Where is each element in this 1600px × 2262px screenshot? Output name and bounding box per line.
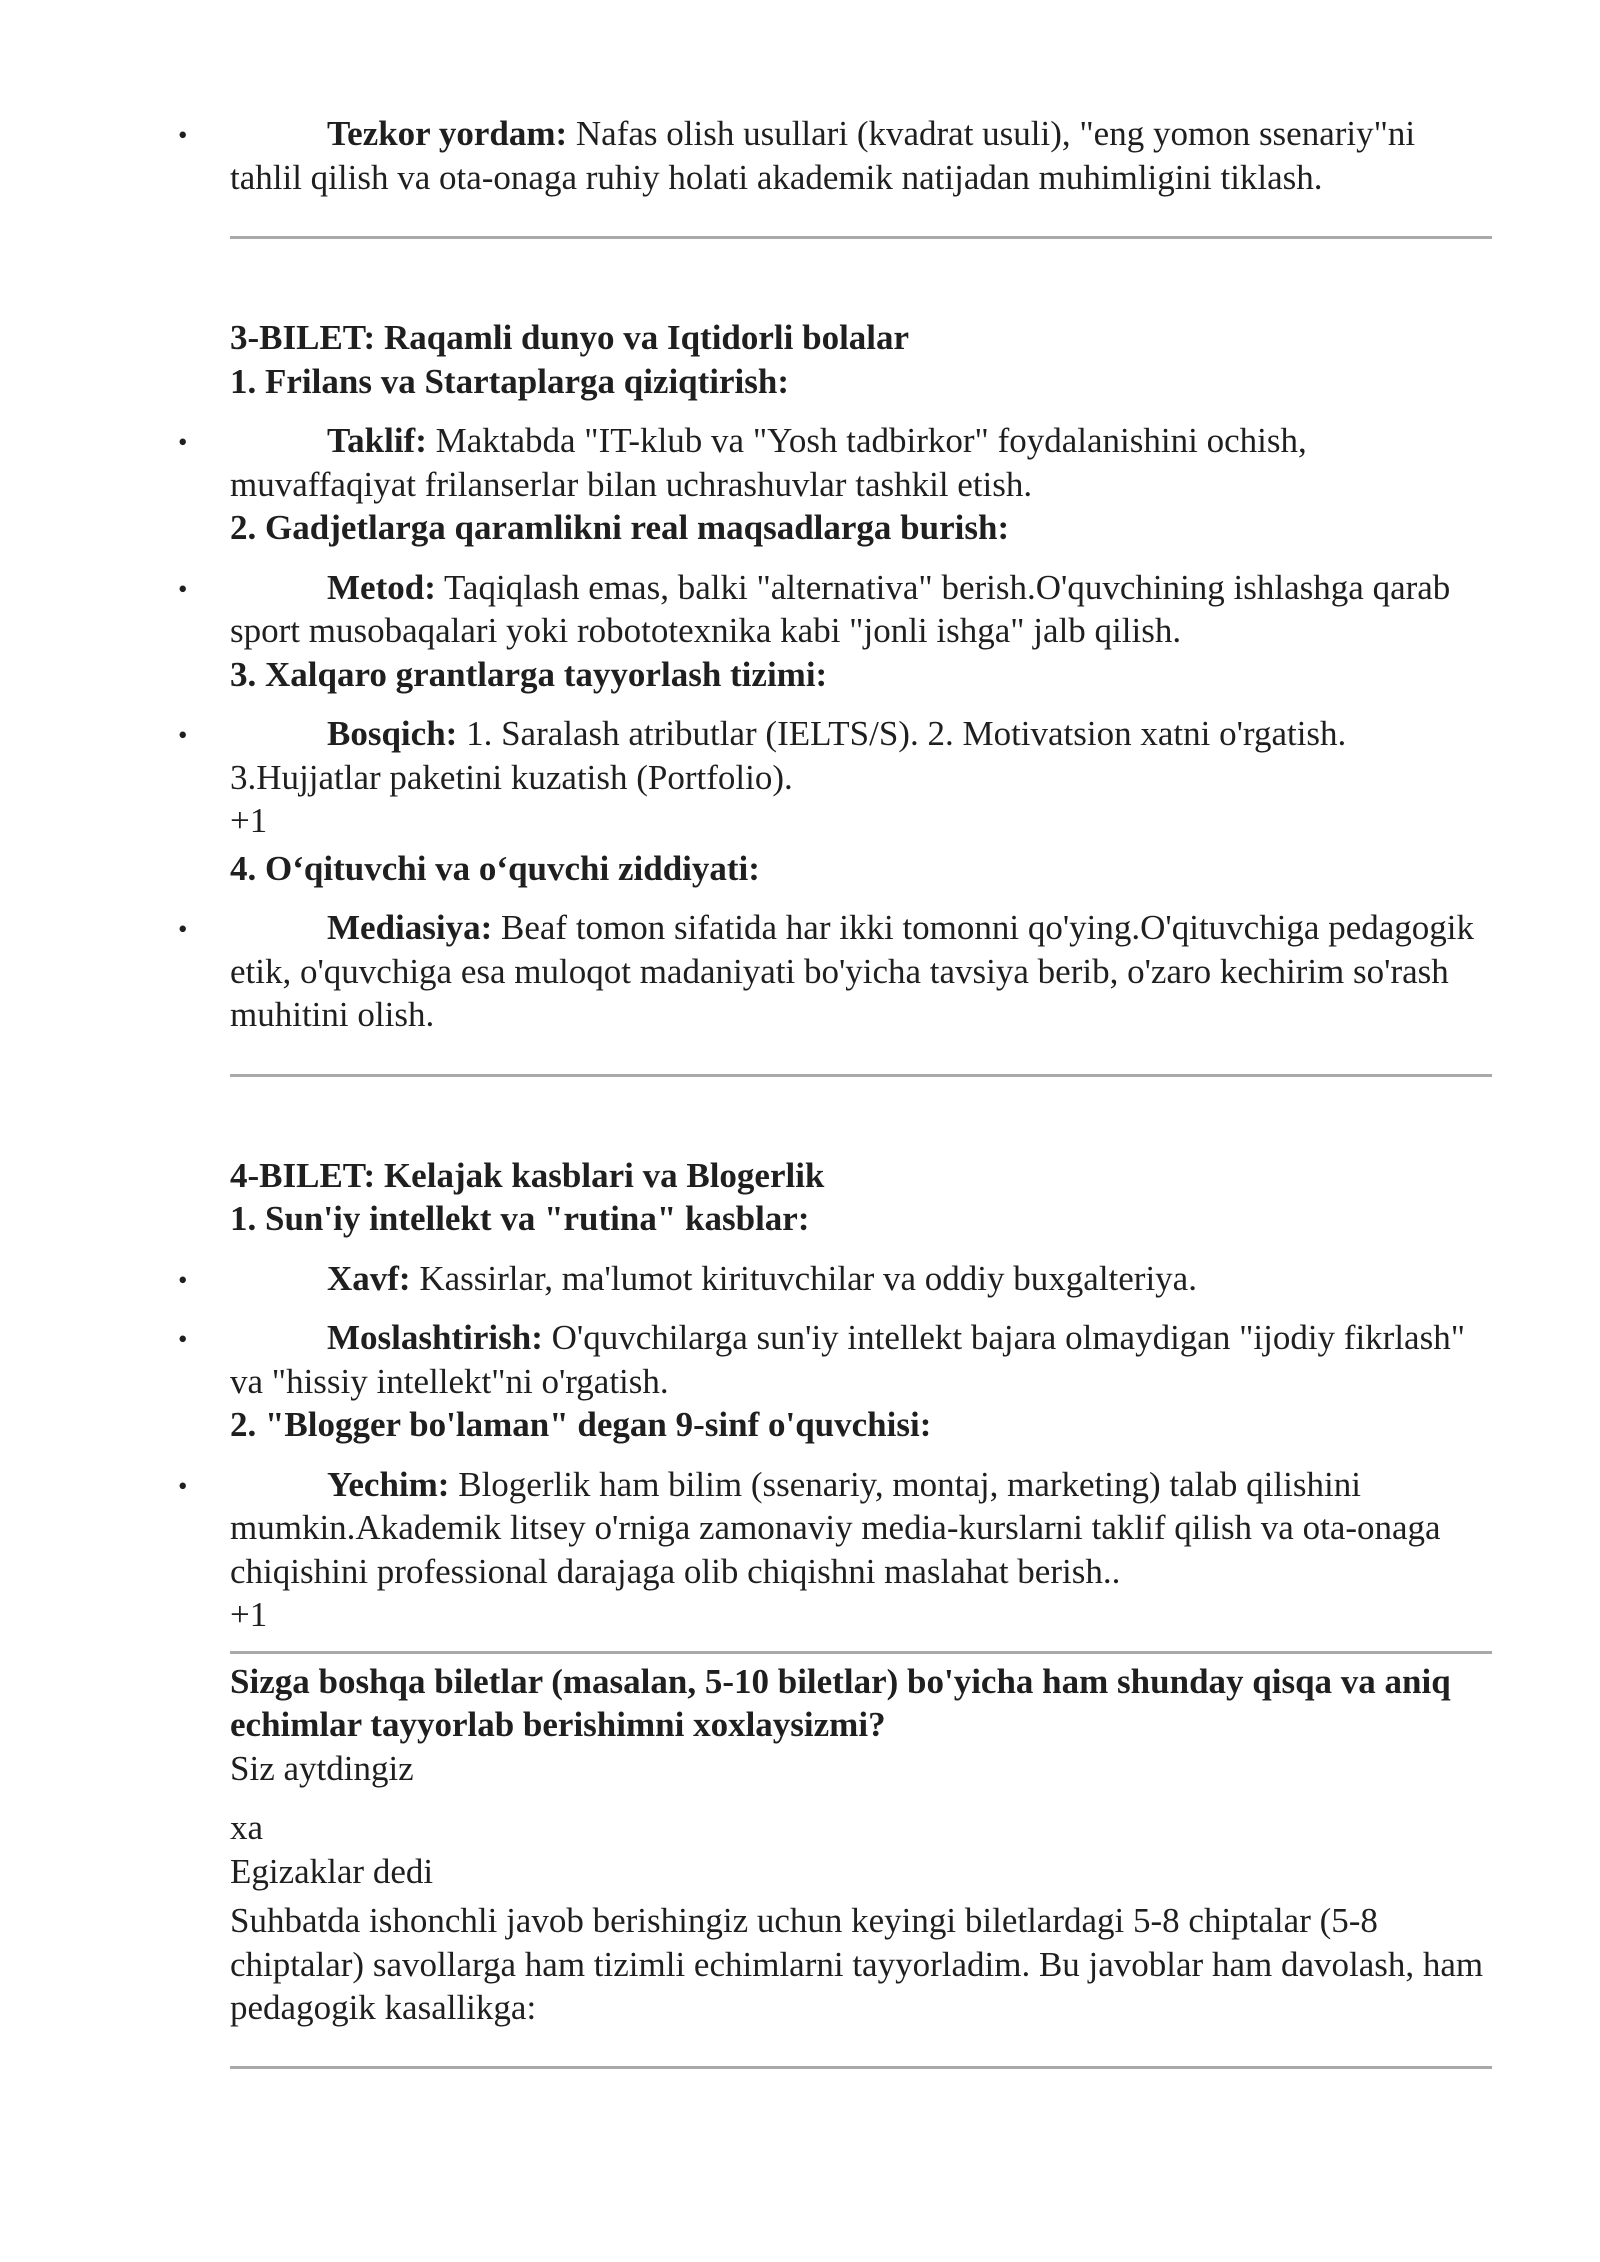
horizontal-rule xyxy=(230,1651,1492,1654)
bullet-mediasiya xyxy=(230,906,1492,1037)
bullet-label: Metod: xyxy=(327,567,436,607)
ticket-4-question-1: 1. Sun'iy intellekt va "rutina" kasblar: xyxy=(230,1199,810,1238)
ticket-4-title: 4-BILET: Kelajak kasblari va Blogerlik xyxy=(230,1155,825,1195)
ticket-3-title: 3-BILET: Raqamli dunyo va Iqtidorli bolalar xyxy=(230,318,910,357)
plus-one-badge: +1 xyxy=(230,1595,268,1634)
assistant-answer: Suhbatda ishonchli javob berishingiz uchun keyingi biletlardagi 5-8 chiptalar (5-8 chiptalar) savollarga ham tizimli echimlarni tayyorladim. Bu javoblar ham davolash, ham pedagogik kasallikga: xyxy=(230,1901,1484,2027)
bullet-xavf xyxy=(230,1257,1492,1301)
bullet-yechim xyxy=(230,1463,1492,1594)
bullet-label: Tezkor yordam: xyxy=(327,114,568,153)
document-page xyxy=(230,112,1492,2069)
bullet-moslashtirish xyxy=(230,1316,1492,1403)
bullet-text: Beaf tomon sifatida har ikki tomonni qo'ying.O'qituvchiga pedagogik etik, o'quvchiga esa muloqot madaniyati bo'yicha tavsiya berib, o'zaro kechirim so'rash muhitini olish. xyxy=(230,908,1475,1034)
bullet-text: Taqiqlash emas, balki "alternativa" berish.O'quvchining ishlashga qarab sport musobaqalari yoki robototexnika kabi "jonli ishga" jalb qilish. xyxy=(230,567,1451,650)
ticket-3-question-1: 1. Frilans va Startaplarga qiziqtirish: xyxy=(230,361,790,401)
bullet-text: 1. Saralash atributlar (IELTS/S). 2. Motivatsion xatni o'rgatish. 3.Hujjatlar paketini kuzatish (Portfolio). xyxy=(230,714,1347,797)
bullet-tezkor-yordam xyxy=(230,112,1492,199)
bullet-label: Xavf: xyxy=(327,1258,411,1298)
bullet-label: Bosqich: xyxy=(327,714,458,753)
bullet-text: Blogerlik ham bilim (ssenariy, montaj, marketing) talab qilishini mumkin.Akademik litsey o'rniga zamonaviy media-kurslarni taklif qilish va ota-onaga chiqishini professional darajaga olib chiqishni maslahat berish.. xyxy=(230,1464,1441,1591)
user-said-label: Siz aytdingiz xyxy=(230,1748,414,1788)
ticket-3-question-3: 3. Xalqaro grantlarga tayyorlash tizimi: xyxy=(230,654,828,694)
bullet-label: Taklif: xyxy=(327,421,427,460)
ticket-4-question-2: 2. "Blogger bo'laman" degan 9-sinf o'quvchisi: xyxy=(230,1405,932,1444)
bullet-taklif xyxy=(230,419,1492,506)
horizontal-rule xyxy=(230,2066,1492,2069)
bullet-text: Maktabda "IT-klub va "Yosh tadbirkor" foydalanishini ochish, muvaffaqiyat frilanserlar bilan uchrashuvlar tashkil etish. xyxy=(230,421,1307,504)
bullet-label: Mediasiya: xyxy=(327,908,493,947)
ticket-3-question-4: 4. O‘qituvchi va o‘quvchi ziddiyati: xyxy=(230,848,760,888)
bullet-text: Nafas olish usullari (kvadrat usuli), "eng yomon ssenariy"ni tahlil qilish va ota-onaga ruhiy holati akademik natijadan muhimligini tiklash. xyxy=(230,114,1416,197)
bullet-metod xyxy=(230,566,1492,653)
ticket-3-question-2: 2. Gadjetlarga qaramlikni real maqsadlarga burish: xyxy=(230,508,1010,547)
assistant-question: Sizga boshqa biletlar (masalan, 5-10 biletlar) bo'yicha ham shunday qisqa va aniq echimlar tayyorlab berishimni xoxlaysizmi? xyxy=(230,1661,1451,1744)
horizontal-rule xyxy=(230,1074,1492,1077)
user-reply: xa xyxy=(230,1808,264,1847)
plus-one-badge: +1 xyxy=(230,801,268,840)
bullet-text: O'quvchilarga sun'iy intellekt bajara olmaydigan "ijodiy fikrlash" va "hissiy intellekt"ni o'rgatish. xyxy=(230,1318,1465,1401)
horizontal-rule xyxy=(230,236,1492,239)
bullet-bosqich xyxy=(230,712,1492,799)
bullet-label: Yechim: xyxy=(327,1464,450,1504)
assistant-said-label: Egizaklar dedi xyxy=(230,1851,434,1891)
bullet-text: Kassirlar, ma'lumot kirituvchilar va oddiy buxgalteriya. xyxy=(410,1258,1197,1298)
bullet-label: Moslashtirish: xyxy=(327,1318,543,1357)
